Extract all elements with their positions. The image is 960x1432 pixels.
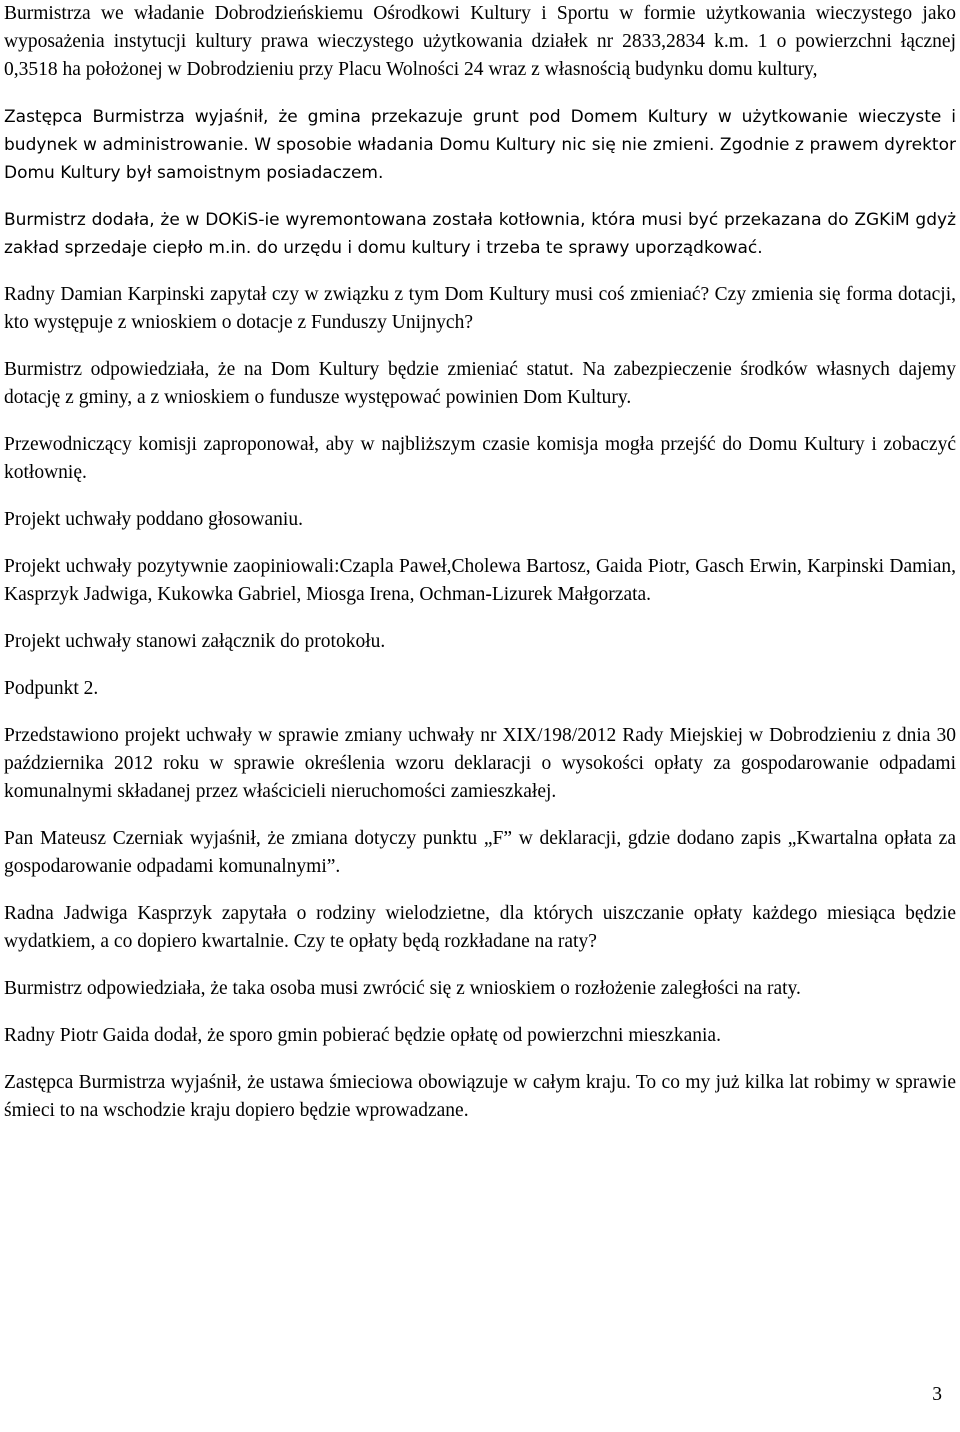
paragraph-gaida-remark: Radny Piotr Gaida dodał, że sporo gmin pobierać będzie opłatę od powierzchni mieszkania.	[4, 1025, 721, 1046]
subsection-heading: Podpunkt 2.	[4, 678, 99, 699]
paragraph-czerniak-explanation: Pan Mateusz Czerniak wyjaśnił, że zmiana dotyczy punktu „F” w deklaracji, gdzie dodano zapis „Kwartalna opłata za gospodarowanie odpadami komunalnymi”.	[4, 828, 956, 877]
paragraph-resolution-draft: Przedstawiono projekt uchwały w sprawie zmiany uchwały nr XIX/198/2012 Rady Miejskiej w Dobrodzieniu z dnia 30 października 2012 roku w sprawie określenia wzoru deklaracji o wysokości opłaty za gospodarowanie odpadami komunalnymi składanej przez właścicieli nieruchomości zamieszkałej.	[4, 725, 956, 802]
paragraph-mayor-installments: Burmistrz odpowiedziała, że taka osoba musi zwrócić się z wnioskiem o rozłożenie zaległości na raty.	[4, 978, 801, 999]
paragraph-committee-visit: Przewodniczący komisji zaproponował, aby w najbliższym czasie komisja mogła przejść do Domu Kultury i zobaczyć kotłownię.	[4, 434, 956, 483]
paragraph-attachment: Projekt uchwały stanowi załącznik do protokołu.	[4, 631, 386, 652]
document-page	[4, 0, 956, 1144]
paragraph-ownership-transfer: Burmistrza we władanie Dobrodzieńskiemu Ośrodkowi Kultury i Sportu w formie użytkowania wieczystego jako wyposażenia instytucji kultury prawa wieczystego użytkowania działek nr 2833,2834 k.m. 1 o powierzchni łącznej 0,3518 ha położonej w Dobrodzieniu przy Placu Wolności 24 wraz z własnością budynku domu kultury,	[4, 3, 956, 80]
paragraph-mayor-answer-statute: Burmistrz odpowiedziała, że na Dom Kultury będzie zmieniać statut. Na zabezpieczenie środków własnych dajemy dotację z gminy, a z wnioskiem o fundusze występować powinien Dom Kultury.	[4, 359, 956, 408]
page-number: 3	[932, 1384, 942, 1405]
paragraph-deputy-mayor-explanation: Zastępca Burmistrza wyjaśnił, że gmina przekazuje grunt pod Domem Kultury w użytkowanie wieczyste i budynek w administrowanie. W sposobie władania Domu Kultury nic się nie zmieni. Zgodnie z prawem dyrektor Domu Kultury był samoistnym posiadaczem.	[4, 107, 956, 183]
paragraph-vote: Projekt uchwały poddano głosowaniu.	[4, 509, 303, 530]
paragraph-positive-opinion: Projekt uchwały pozytywnie zaopiniowali:Czapla Paweł,Cholewa Bartosz, Gaida Piotr, Gasch Erwin, Karpinski Damian, Kasprzyk Jadwiga, Kukowka Gabriel, Miosga Irena, Ochman-Lizurek Małgorzata.	[4, 556, 956, 605]
paragraph-boiler-room: Burmistrz dodała, że w DOKiS-ie wyremontowana została kotłownia, która musi być przekazana do ZGKiM gdyż zakład sprzedaje ciepło m.in. do urzędu i domu kultury i trzeba te sprawy uporządkować.	[4, 210, 956, 258]
paragraph-waste-law: Zastępca Burmistrza wyjaśnił, że ustawa śmieciowa obowiązuje w całym kraju. To co my już kilka lat robimy w sprawie śmieci to na wschodzie kraju dopiero będzie wprowadzane.	[4, 1072, 956, 1121]
paragraph-kasprzyk-question: Radna Jadwiga Kasprzyk zapytała o rodziny wielodzietne, dla których uiszczanie opłaty każdego miesiąca będzie wydatkiem, a co dopiero kwartalnie. Czy te opłaty będą rozkładane na raty?	[4, 903, 956, 952]
paragraph-karpinski-question: Radny Damian Karpinski zapytał czy w związku z tym Dom Kultury musi coś zmieniać? Czy zmienia się forma dotacji, kto występuje z wnioskiem o dotacje z Funduszy Unijnych?	[4, 284, 956, 333]
